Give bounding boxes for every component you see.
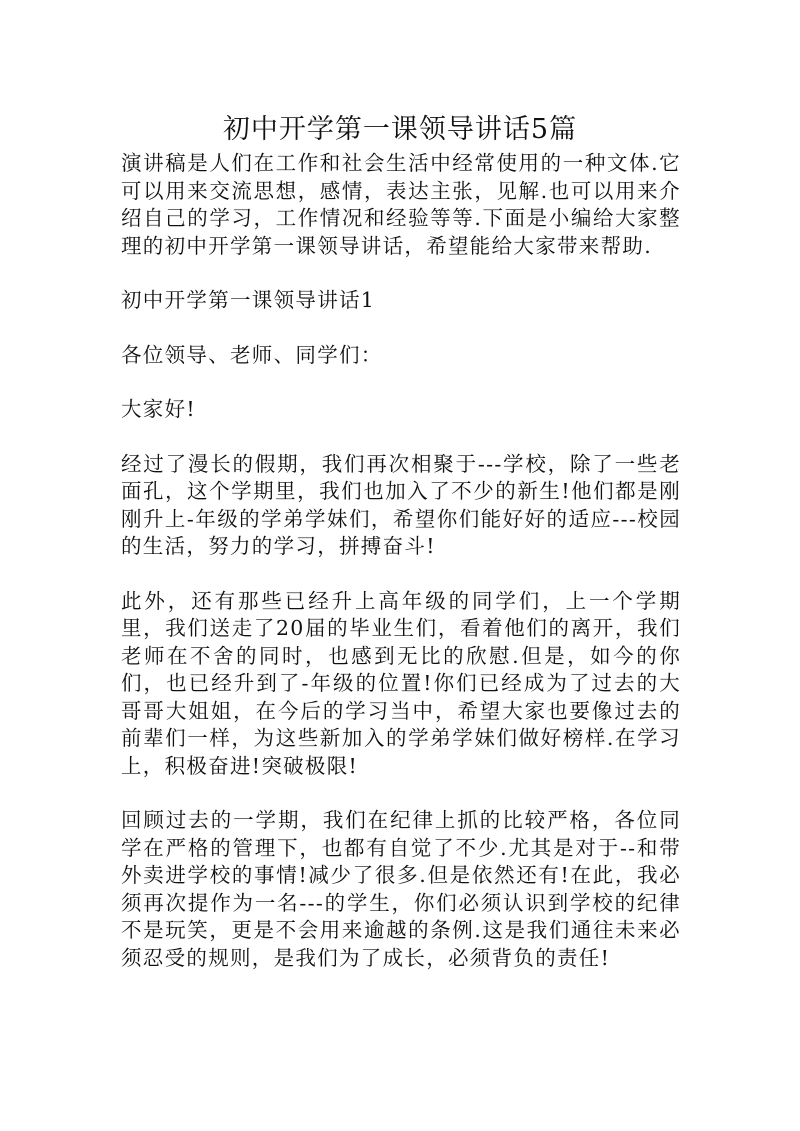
salutation: 各位领导、老师、同学们： xyxy=(121,342,383,367)
body-paragraph: 此外，还有那些已经升上高年级的同学们，上一个学期里，我们送走了20届的毕业生们，看着他们的离开，我们老师在不舍的同时，也感到无比的欣慰.但是，如今的你们，也已经升到了-年级的位置!你们已经成为了过去的大哥哥大姐姐，在今后的学习当中，希望大家也要像过去的前辈们一样，为这些新加入的学弟学妹们做好榜样.在学习上，积极奋进!突破极限! xyxy=(121,588,681,778)
body-paragraph: 经过了漫长的假期，我们再次相聚于---学校，除了一些老面孔，这个学期里，我们也加入了不少的新生!他们都是刚刚升上-年级的学弟学妹们，希望你们能好好的适应---校园的生活，努力的学习，拼搏奋斗! xyxy=(121,451,681,558)
section-heading: 初中开学第一课领导讲话1 xyxy=(121,288,376,312)
body-paragraph: 回顾过去的一学期，我们在纪律上抓的比较严格，各位同学在严格的管理下，也都有自觉了不少.尤其是对于--和带外卖进学校的事情!减少了很多.但是依然还有!在此，我必须再次提作为一名---的学生，你们必须认识到学校的纪律不是玩笑，更是不会用来逾越的条例.这是我们通往未来必须忍受的规则，是我们为了成长，必须背负的责任! xyxy=(121,808,681,970)
document-body xyxy=(121,150,681,999)
greeting: 大家好! xyxy=(121,397,196,421)
intro-paragraph: 演讲稿是人们在工作和社会生活中经常使用的一种文体.它可以用来交流思想，感情，表达主张，见解.也可以用来介绍自己的学习，工作情况和经验等等.下面是小编给大家整理的初中开学第一课领导讲话，希望能给大家带来帮助. xyxy=(121,151,681,258)
document-title: 初中开学第一课领导讲话5篇 xyxy=(222,114,578,145)
